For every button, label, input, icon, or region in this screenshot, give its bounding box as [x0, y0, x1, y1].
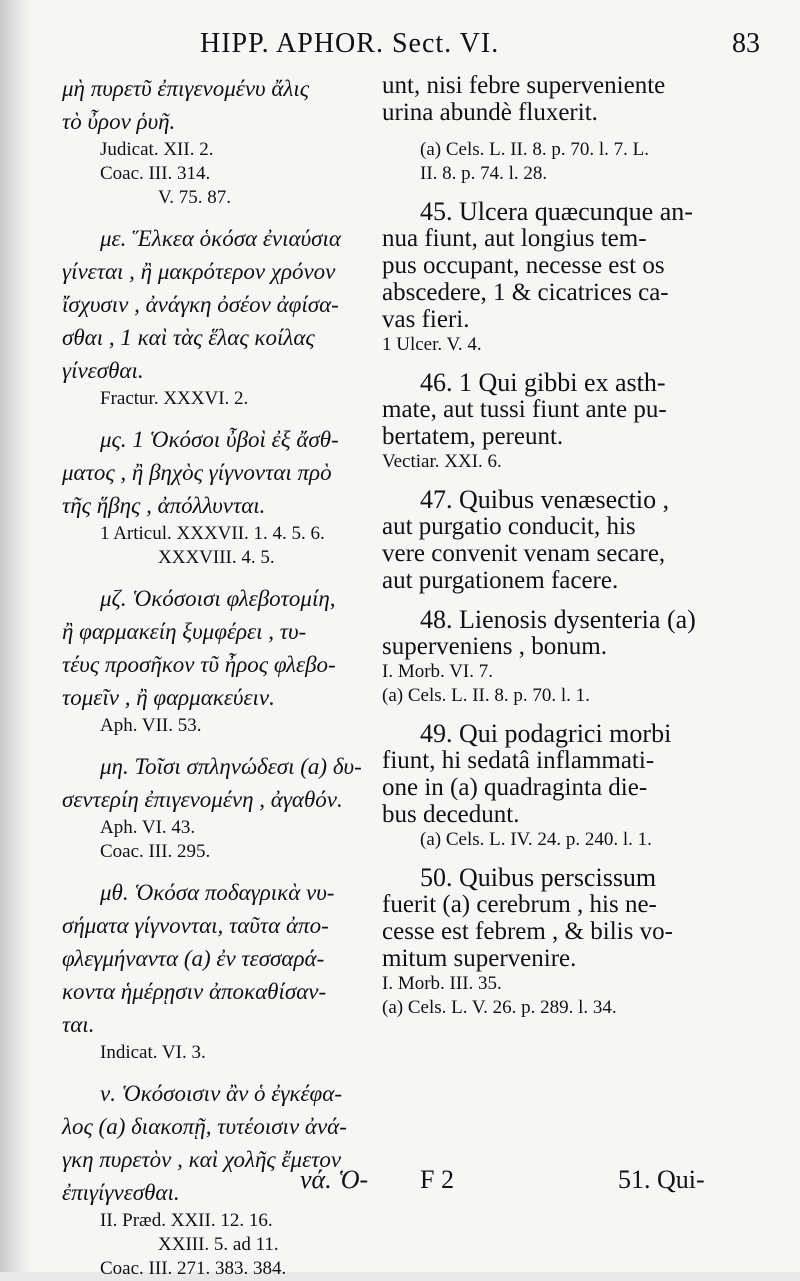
- text-line: κοντα ἡμέρῃσιν ἀποκαθίσαν-: [62, 979, 327, 1004]
- text-line: (a) Cels. L. IV. 24. p. 240. l. 1.: [420, 829, 652, 850]
- text-line: Judicat. XII. 2.: [100, 139, 214, 160]
- running-title: HIPP. APHOR. Sect. VI.: [200, 28, 500, 59]
- text-line: μζ. Ὁκόσοισι φλεβοτομίη,: [100, 586, 336, 611]
- text-line: XXIII. 5. ad 11.: [158, 1234, 279, 1255]
- text-line: 49. Qui podagrici morbi: [420, 719, 672, 748]
- text-line: 47. Quibus venæsectio ,: [420, 485, 670, 514]
- text-line: γίνεται , ἢ μακρότερον χρόνον: [62, 259, 336, 284]
- left-catchword: νά. Ὁ-: [300, 1165, 369, 1194]
- text-line: V. 75. 87.: [158, 187, 232, 208]
- text-line: Aph. VI. 43.: [100, 817, 196, 838]
- text-line: φλεγμήναντα (a) ἐν τεσσαρά-: [62, 946, 325, 971]
- page-number: 83: [732, 28, 760, 59]
- text-line: Coac. III. 271. 383. 384.: [100, 1258, 287, 1279]
- text-line: τῆς ἥβης , ἀπόλλυνται.: [62, 493, 266, 518]
- text-line: fuerit (a) cerebrum , his ne-: [382, 891, 657, 918]
- text-line: σήματα γίγνονται, ταῦτα ἀπο-: [62, 913, 329, 938]
- text-line: Indicat. VI. 3.: [100, 1042, 206, 1063]
- text-line: μς. 1 Ὁκόσοι ὖβοὶ ἐξ ἄσθ-: [100, 427, 339, 452]
- text-line: Vectiar. XXI. 6.: [382, 451, 502, 472]
- text-line: superveniens , bonum.: [382, 633, 607, 660]
- text-line: (a) Cels. L. V. 26. p. 289. l. 34.: [382, 997, 617, 1018]
- latin-text-column: [382, 72, 742, 1020]
- text-line: unt, nisi febre superveniente: [382, 72, 666, 99]
- right-catchword: 51. Qui-: [618, 1165, 705, 1194]
- text-line: ν. Ὁκόσοισιν ἂν ὁ ἐγκέφα-: [100, 1081, 342, 1106]
- text-line: one in (a) quadraginta die-: [382, 774, 648, 801]
- text-line: 45. Ulcera quæcunque an-: [420, 197, 693, 226]
- text-line: aut purgationem facere.: [382, 567, 619, 594]
- text-line: XXXVIII. 4. 5.: [158, 547, 275, 568]
- text-line: ται.: [62, 1012, 95, 1037]
- text-line: 1 Articul. XXXVII. 1. 4. 5. 6.: [100, 523, 325, 544]
- text-line: 1 Ulcer. V. 4.: [382, 334, 482, 355]
- text-line: μη. Τοῖσι σπληνώδεσι (a) δυ-: [100, 754, 362, 779]
- text-line: Aph. VII. 53.: [100, 715, 202, 736]
- text-line: σεντερίη ἐπιγενομένη , ἀγαθόν.: [62, 787, 343, 812]
- text-line: II. Præd. XXII. 12. 16.: [100, 1210, 273, 1231]
- text-line: 48. Lienosis dysenteria (a): [420, 605, 696, 634]
- text-line: mitum supervenire.: [382, 945, 577, 972]
- page-gutter-shadow: [0, 0, 30, 1272]
- text-line: ἴσχυσιν , ἀνάγκη ὀσέον ἀφίσα-: [62, 292, 339, 317]
- text-line: ἢ φαρμακείη ξυμφέρει , τυ-: [62, 619, 307, 644]
- text-line: urina abundè fluxerit.: [382, 99, 598, 126]
- text-line: aut purgatio conducit, his: [382, 513, 636, 540]
- text-line: μὴ πυρετῦ ἐπιγενομένυ ἄλις: [62, 76, 310, 101]
- text-line: vere convenit venam secare,: [382, 540, 666, 567]
- text-line: nua fiunt, aut longius tem-: [382, 225, 647, 252]
- greek-text-column: [62, 72, 382, 1281]
- text-line: cesse est febrem , & bilis vo-: [382, 918, 673, 945]
- text-line: I. Morb. III. 35.: [382, 973, 502, 994]
- text-line: τὸ ὖρον ῥυῆ.: [62, 109, 176, 134]
- text-line: ἐπιγίγνεσθαι.: [62, 1180, 180, 1205]
- text-line: (a) Cels. L. II. 8. p. 70. l. 7. L.: [420, 139, 650, 160]
- text-line: vas fieri.: [382, 306, 470, 333]
- text-line: λος (a) διακοπῇ, τυτέοισιν ἀνά-: [62, 1114, 347, 1139]
- text-line: abscedere, 1 & cicatrices ca-: [382, 279, 669, 306]
- text-line: 50. Quibus perscissum: [420, 863, 657, 892]
- running-header: [0, 28, 800, 64]
- text-line: (a) Cels. L. II. 8. p. 70. l. 1.: [382, 685, 590, 706]
- text-line: Coac. III. 295.: [100, 841, 211, 862]
- text-line: 46. 1 Qui gibbi ex asth-: [420, 368, 666, 397]
- signature-mark: F 2: [420, 1165, 454, 1194]
- text-line: γίνεσθαι.: [62, 358, 144, 383]
- text-line: mate, aut tussi fiunt ante pu-: [382, 396, 667, 423]
- text-line: ματος , ἢ βηχὸς γίγνονται πρὸ: [62, 460, 332, 485]
- text-line: I. Morb. VI. 7.: [382, 661, 494, 682]
- text-line: II. 8. p. 74. l. 28.: [420, 163, 548, 184]
- text-line: bertatem, pereunt.: [382, 423, 564, 450]
- text-line: τέυς προσῆκον τῦ ἦρος φλεβο-: [62, 652, 336, 677]
- text-line: Fractur. XXXVI. 2.: [100, 388, 249, 409]
- text-line: pus occupant, necesse est os: [382, 252, 665, 279]
- text-line: bus decedunt.: [382, 801, 520, 828]
- text-line: Coac. III. 314.: [100, 163, 211, 184]
- text-line: fiunt, hi sedatâ inflammati-: [382, 747, 655, 774]
- text-line: μθ. Ὁκόσα ποδαγρικὰ νυ-: [100, 880, 335, 905]
- text-line: γκη πυρετὸν , καὶ χολῆς ἔμετον: [62, 1147, 342, 1172]
- text-line: τομεῖν , ἢ φαρμακεύειν.: [62, 685, 275, 710]
- text-line: σθαι , 1 καὶ τὰς ἕλας κοίλας: [62, 325, 315, 350]
- text-line: με. Ἕλκεα ὁκόσα ἐνιαύσια: [100, 226, 341, 251]
